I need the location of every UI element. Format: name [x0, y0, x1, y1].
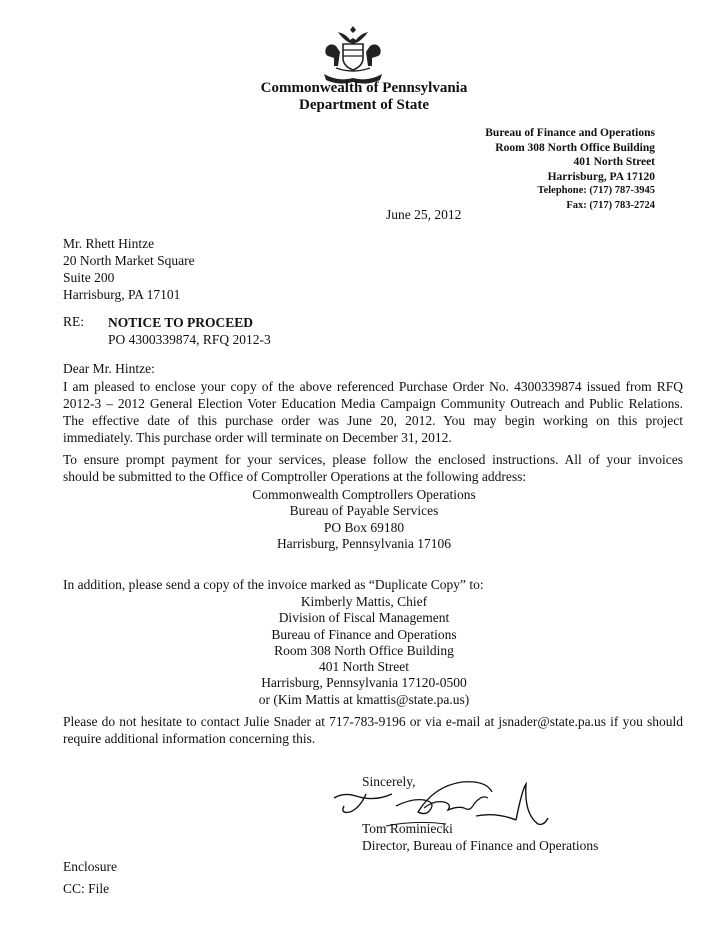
- letter-date: June 25, 2012: [386, 207, 462, 222]
- payment-address-block: [0, 487, 728, 552]
- address-line: Harrisburg, Pennsylvania 17120-0500: [261, 675, 467, 691]
- address-line: Kimberly Mattis, Chief: [300, 594, 428, 609]
- re-subject: NOTICE TO PROCEED: [108, 315, 254, 330]
- recipient-city: Harrisburg, PA 17101: [63, 287, 181, 302]
- paragraph-line: I am pleased to enclose your copy of the above referenced Purchase Order No. 4300339874 issued from RFQ: [63, 379, 683, 394]
- duplicate-address-block: [0, 594, 728, 708]
- address-line: Division of Fiscal Management: [278, 610, 450, 626]
- cc-note: CC: File: [63, 881, 110, 896]
- recipient-name: Mr. Rhett Hintze: [63, 236, 155, 251]
- address-line: Harrisburg, Pennsylvania 17106: [276, 535, 452, 551]
- address-line: Bureau of Finance and Operations: [271, 626, 457, 642]
- paragraph-line: Please do not hesitate to contact Julie Snader at 717-783-9196 or via e-mail at jsnader@state.pa.us if you should: [63, 714, 683, 729]
- paragraph-line: require additional information concerning this.: [63, 731, 316, 746]
- salutation: Dear Mr. Hintze:: [63, 361, 155, 376]
- address-line: 401 North Street: [319, 659, 409, 675]
- letterhead-title: Commonwealth of Pennsylvania: [260, 80, 468, 96]
- signer-block: [362, 820, 598, 854]
- signer-name: Tom Rominiecki: [362, 821, 453, 836]
- recipient-address: [63, 235, 195, 303]
- paragraph-duplicate-copy: [63, 576, 683, 593]
- paragraph-line: To ensure prompt payment for your services, please follow the enclosed instructions. All of your invoices: [63, 452, 683, 467]
- bureau-city: Harrisburg, PA 17120: [547, 170, 655, 183]
- address-line: or (Kim Mattis at kmattis@state.pa.us): [258, 691, 470, 707]
- bureau-street: 401 North Street: [573, 156, 655, 169]
- re-label: RE:: [63, 314, 85, 329]
- letterhead-department: Department of State: [299, 97, 429, 113]
- signer-title: Director, Bureau of Finance and Operations: [362, 838, 599, 853]
- paragraph-line: The effective date of this purchase order was June 20, 2012. You may begin working on this project: [63, 413, 683, 428]
- paragraph-line: immediately. This purchase order will terminate on December 31, 2012.: [63, 430, 452, 445]
- address-line: Commonwealth Comptrollers Operations: [252, 487, 476, 502]
- paragraph-line: In addition, please send a copy of the invoice marked as “Duplicate Copy” to:: [63, 577, 484, 592]
- paragraph-payment-instructions: [63, 451, 683, 485]
- paragraph-purchase-order: [63, 378, 683, 446]
- re-reference: PO 4300339874, RFQ 2012-3: [108, 332, 271, 347]
- bureau-room: Room 308 North Office Building: [495, 141, 655, 154]
- enclosure-note: Enclosure: [63, 859, 117, 874]
- paragraph-contact: [63, 713, 683, 747]
- paragraph-line: 2012-3 – 2012 General Election Voter Education Media Campaign Community Outreach and Public Relations.: [63, 396, 683, 411]
- recipient-suite: Suite 200: [63, 270, 115, 285]
- address-line: Room 308 North Office Building: [274, 642, 454, 658]
- state-seal-icon: [318, 24, 388, 86]
- bureau-telephone: Telephone: (717) 787-3945: [537, 185, 655, 197]
- closing: Sincerely,: [362, 774, 416, 789]
- paragraph-line: should be submitted to the Office of Comptroller Operations at the following address:: [63, 469, 527, 484]
- bureau-fax: Fax: (717) 783-2724: [566, 199, 655, 211]
- address-line: PO Box 69180: [323, 519, 405, 535]
- bureau-name: Bureau of Finance and Operations: [485, 127, 655, 139]
- address-line: Bureau of Payable Services: [289, 503, 439, 519]
- re-block: [108, 314, 271, 348]
- recipient-street: 20 North Market Square: [63, 253, 195, 268]
- bureau-address-block: [485, 126, 655, 214]
